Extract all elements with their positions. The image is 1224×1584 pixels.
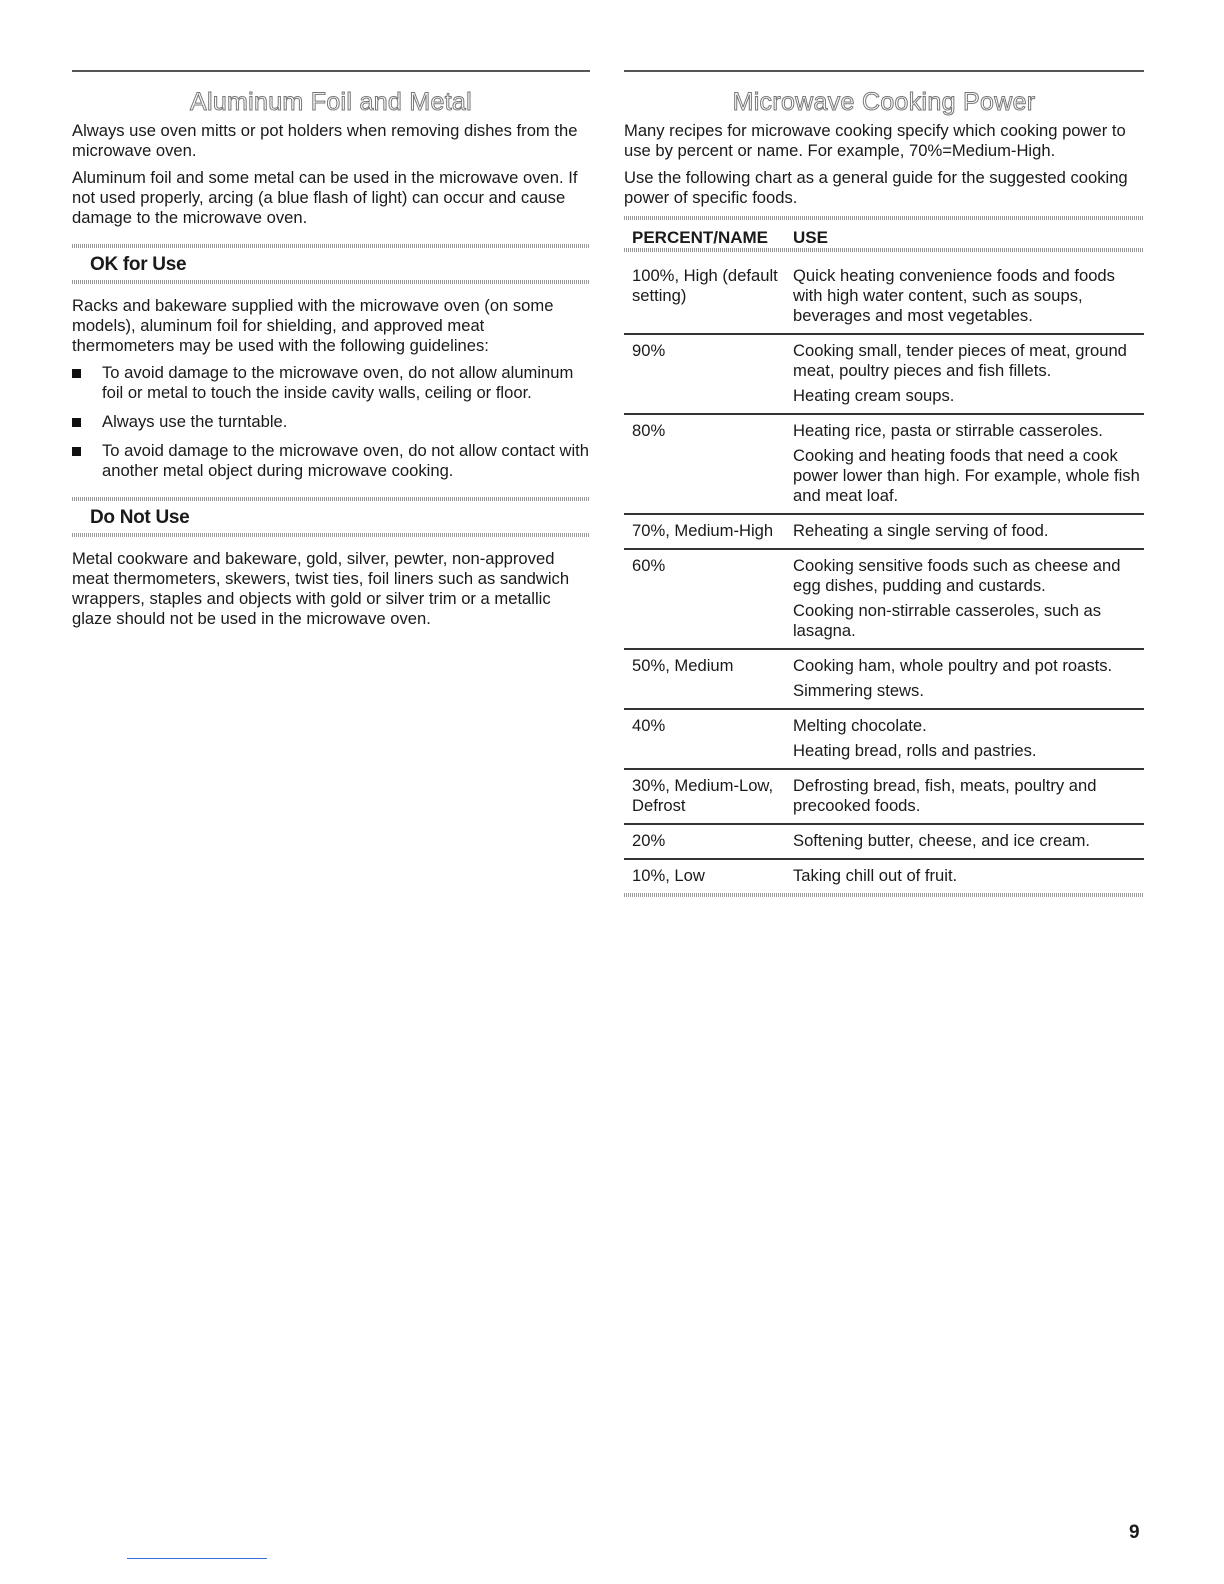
- list-item-text: Always use the turntable.: [102, 412, 288, 431]
- percent-cell: 50%, Medium: [632, 656, 734, 675]
- percent-cell: 100%, High (default setting): [632, 266, 778, 305]
- use-cell: [785, 414, 1144, 514]
- use-cell: [785, 549, 1144, 649]
- top-rule: [624, 70, 1144, 72]
- use-cell: [785, 824, 1144, 859]
- use-cell: [785, 514, 1144, 549]
- list-item: [72, 363, 590, 403]
- intro-paragraph: Use the following chart as a general guide for the suggested cooking power of specific foods.: [624, 168, 1128, 207]
- use-line: Defrosting bread, fish, meats, poultry and precooked foods.: [793, 776, 1097, 815]
- cooking-power-table: [624, 220, 1144, 893]
- use-line: Quick heating convenience foods and foods with high water content, such as soups, beverages and most vegetables.: [793, 266, 1115, 325]
- percent-cell: 70%, Medium-High: [632, 521, 774, 540]
- table-row: [624, 769, 1144, 824]
- percent-cell: 20%: [632, 831, 666, 850]
- table-row: [624, 256, 1144, 334]
- table-header-row: [624, 222, 1144, 256]
- use-line: Cooking and heating foods that need a cook power lower than high. For example, whole fish and meat loaf.: [793, 446, 1140, 505]
- right-column: [624, 70, 1144, 897]
- left-column: [72, 70, 590, 636]
- percent-cell: 80%: [632, 421, 666, 440]
- column-header-use: USE: [793, 228, 828, 247]
- use-line: Cooking ham, whole poultry and pot roasts.: [793, 656, 1113, 675]
- bullet-square-icon: [72, 418, 81, 427]
- table-row: [624, 414, 1144, 514]
- percent-cell: 10%, Low: [632, 866, 705, 885]
- list-item-text: To avoid damage to the microwave oven, do not allow contact with another metal object during microwave cooking.: [102, 441, 590, 480]
- table-row: [624, 514, 1144, 549]
- intro-paragraph: Aluminum foil and some metal can be used in the microwave oven. If not used properly, arcing (a blue flash of light) can occur and cause damage to the microwave oven.: [72, 168, 578, 227]
- table-row: [624, 334, 1144, 414]
- percent-cell: 30%, Medium-Low, Defrost: [632, 776, 774, 815]
- column-header-percent: PERCENT/NAME: [632, 228, 769, 247]
- use-line: Melting chocolate.: [793, 716, 927, 735]
- hatch-divider: [624, 893, 1144, 897]
- subheading-label: OK for Use: [90, 254, 187, 275]
- use-line: Heating bread, rolls and pastries.: [793, 741, 1037, 760]
- table-row: [624, 824, 1144, 859]
- use-line: Softening butter, cheese, and ice cream.: [793, 831, 1091, 850]
- subheading-label: Do Not Use: [90, 507, 190, 528]
- do-not-use-paragraph: Metal cookware and bakeware, gold, silver, pewter, non-approved meat thermometers, skewers, twist ties, foil liners such as sandwich wrappers, staples and objects with gold or silver trim or a metallic glaze should not be used in the microwave oven.: [72, 549, 570, 628]
- footer-link-underline: [127, 1558, 267, 1559]
- table-row: [624, 649, 1144, 709]
- use-line: Cooking small, tender pieces of meat, ground meat, poultry pieces and fish fillets.: [793, 341, 1127, 380]
- table-row: [624, 709, 1144, 769]
- use-cell: [785, 256, 1144, 334]
- percent-cell: 60%: [632, 556, 666, 575]
- use-line: Cooking non-stirrable casseroles, such as lasagna.: [793, 601, 1102, 640]
- top-rule: [72, 70, 590, 72]
- use-line: Heating rice, pasta or stirrable casseroles.: [793, 421, 1103, 440]
- subheading-do-not-use: [72, 497, 590, 537]
- intro-paragraph: Many recipes for microwave cooking specify which cooking power to use by percent or name. For example, 70%=Medium-High.: [624, 121, 1126, 160]
- table-row: [624, 859, 1144, 893]
- list-item: [72, 412, 590, 432]
- bullet-square-icon: [72, 369, 81, 378]
- use-line: Heating cream soups.: [793, 386, 955, 405]
- use-cell: [785, 769, 1144, 824]
- hatch-divider: [72, 533, 590, 537]
- use-cell: [785, 649, 1144, 709]
- use-line: Simmering stews.: [793, 681, 924, 700]
- use-line: Cooking sensitive foods such as cheese and egg dishes, pudding and custards.: [793, 556, 1121, 595]
- use-cell: [785, 859, 1144, 893]
- hatch-divider: [72, 280, 590, 284]
- percent-cell: 40%: [632, 716, 666, 735]
- table-row: [624, 549, 1144, 649]
- use-cell: [785, 709, 1144, 769]
- list-item-text: To avoid damage to the microwave oven, do not allow aluminum foil or metal to touch the inside cavity walls, ceiling or floor.: [102, 363, 574, 402]
- use-cell: [785, 334, 1144, 414]
- bullet-square-icon: [72, 447, 81, 456]
- section-title: Microwave Cooking Power: [732, 88, 1036, 116]
- percent-cell: 90%: [632, 341, 666, 360]
- intro-paragraph: Always use oven mitts or pot holders when removing dishes from the microwave oven.: [72, 121, 578, 160]
- section-title: Aluminum Foil and Metal: [189, 88, 472, 116]
- page-number: 9: [1129, 1522, 1140, 1543]
- subheading-ok-for-use: [72, 244, 590, 284]
- ok-paragraph: Racks and bakeware supplied with the microwave oven (on some models), aluminum foil for shielding, and approved meat thermometers may be used with the following guidelines:: [72, 296, 554, 355]
- guideline-list: [72, 363, 590, 481]
- list-item: [72, 441, 590, 481]
- use-line: Reheating a single serving of food.: [793, 521, 1049, 540]
- table-body: [624, 256, 1144, 893]
- use-line: Taking chill out of fruit.: [793, 866, 958, 885]
